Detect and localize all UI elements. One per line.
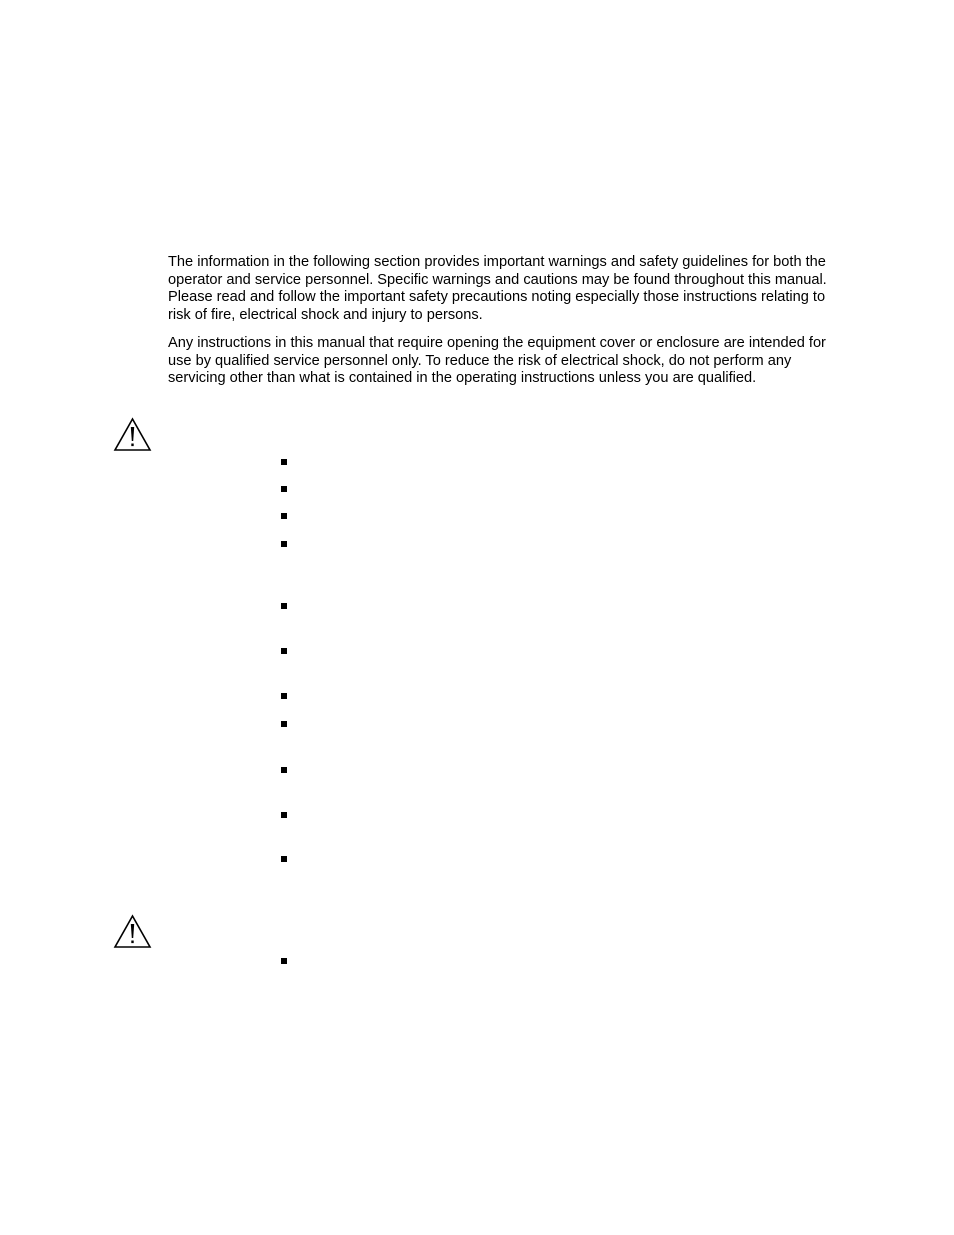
list-bullet [281, 693, 287, 699]
list-bullet [281, 721, 287, 727]
list-bullet [281, 812, 287, 818]
list-bullet [281, 767, 287, 773]
warning-triangle-icon [113, 417, 152, 452]
list-bullet [281, 459, 287, 465]
safety-intro-paragraph: The information in the following section provides important warnings and safety guidelines for both the operator and service personnel. Specific warnings and cautions may be found throughout this manual. Please read and follow the important safety precautions noting especially those instructions relating to risk of fire, electrical shock and injury to persons. [168, 254, 827, 324]
list-bullet [281, 958, 287, 964]
warning-triangle-icon [113, 914, 152, 949]
list-bullet [281, 648, 287, 654]
list-bullet [281, 486, 287, 492]
list-bullet [281, 603, 287, 609]
service-personnel-paragraph: Any instructions in this manual that require opening the equipment cover or enclosure are intended for use by qualified service personnel only. To reduce the risk of electrical shock, do not perform any servicing other than what is contained in the operating instructions unless you are qualified. [168, 335, 826, 387]
list-bullet [281, 513, 287, 519]
list-bullet [281, 541, 287, 547]
list-bullet [281, 856, 287, 862]
